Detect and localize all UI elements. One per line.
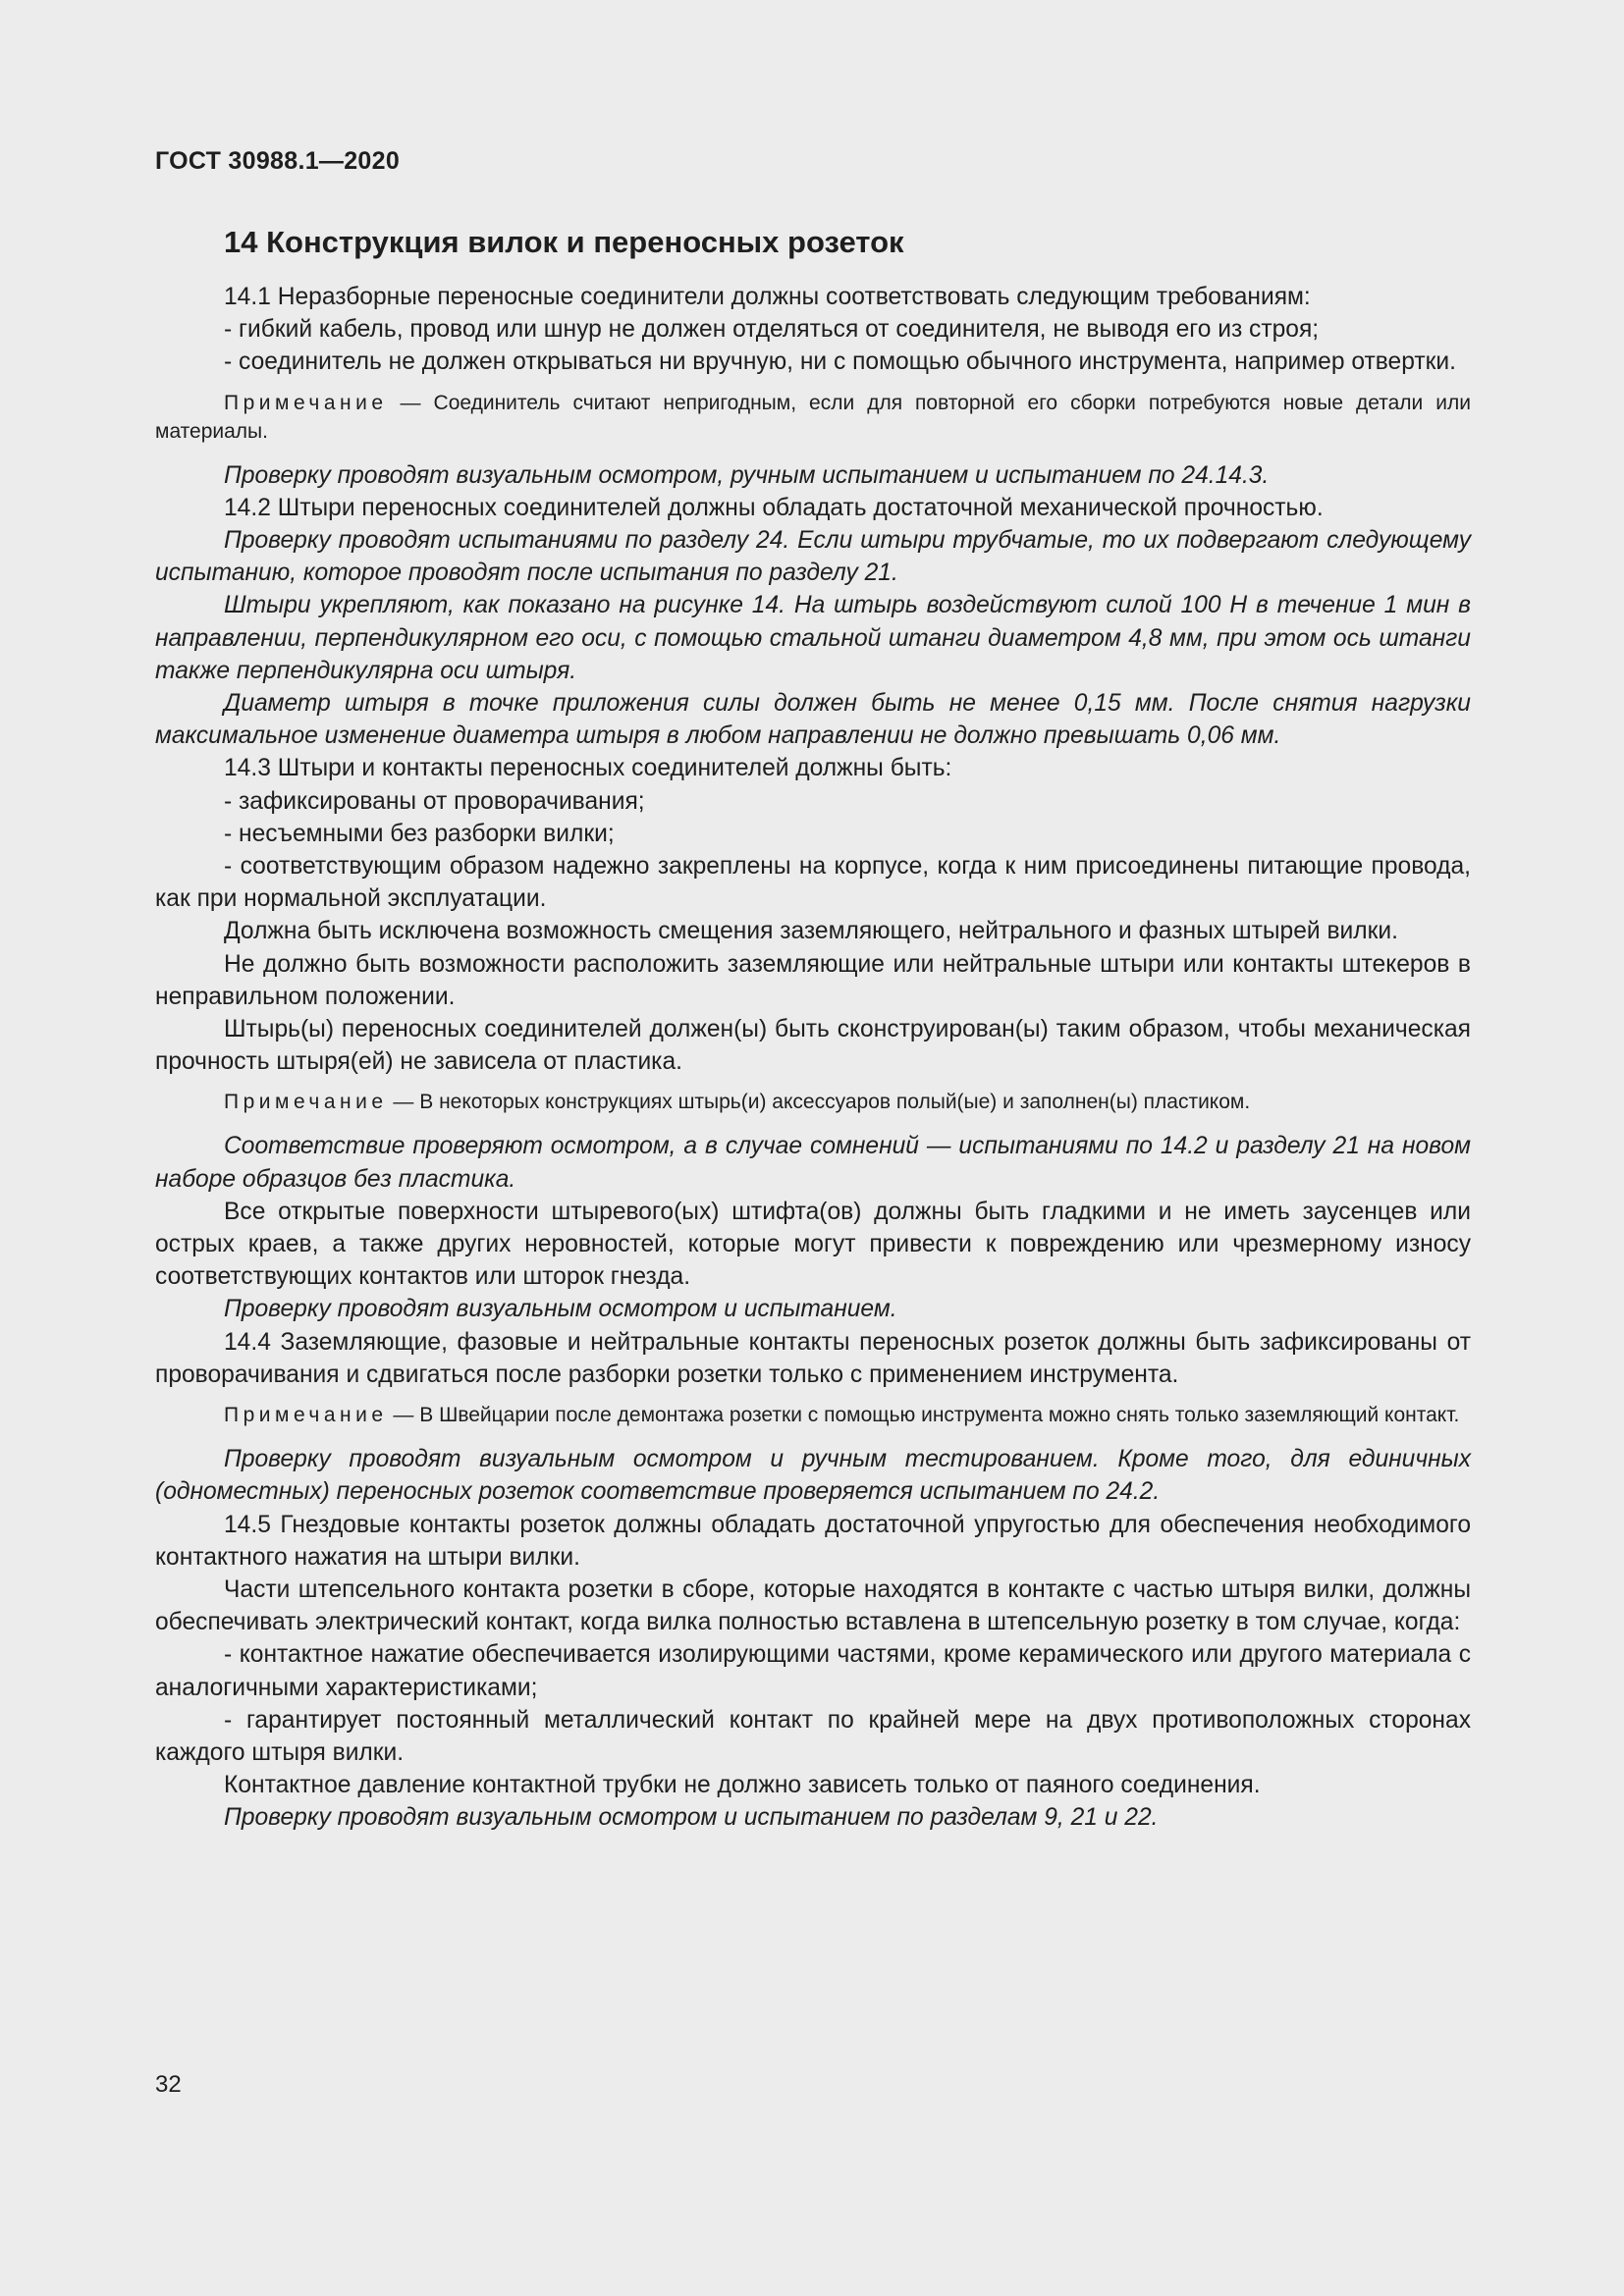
- paragraph-14-2: 14.2 Штыри переносных соединителей должны обладать достаточной механической прочностью.: [224, 494, 1324, 521]
- list-item: - зафиксированы от проворачивания;: [224, 787, 645, 815]
- verification-text: Проверку проводят визуальным осмотром, ручным испытанием и испытанием по 24.14.3.: [224, 461, 1270, 489]
- list-item: - контактное нажатие обеспечивается изолирующими частями, кроме керамического или другого материала с аналогичными характеристиками;: [155, 1641, 1471, 1701]
- verification-text: Проверку проводят испытаниями по разделу 24. Если штыри трубчатые, то их подвергают следующему испытанию, которое проводят после испытания по разделу 21.: [155, 527, 1471, 587]
- paragraph-14-1: 14.1 Неразборные переносные соединители должны соответствовать следующим требованиям:: [224, 284, 1311, 310]
- paragraph: Не должно быть возможности расположить заземляющие или нейтральные штыри или контакты штекеров в неправильном положении.: [155, 950, 1471, 1010]
- paragraph: Части штепсельного контакта розетки в сборе, которые находятся в контакте с частью штыря вилки, должны обеспечивать электрический контакт, когда вилка полностью вставлена в штепсельную розетку в том случае, когда:: [155, 1575, 1471, 1636]
- note-text: — В Швейцарии после демонтажа розетки с помощью инструмента можно снять только заземляющий контакт.: [387, 1404, 1460, 1427]
- note-text: — В некоторых конструкциях штырь(и) аксессуаров полый(ые) и заполнен(ы) пластиком.: [387, 1091, 1251, 1114]
- paragraph: Должна быть исключена возможность смещения заземляющего, нейтрального и фазных штырей вилки.: [224, 918, 1398, 945]
- test-description: Штыри укрепляют, как показано на рисунке 14. На штырь воздействуют силой 100 Н в течение 1 мин в направлении, перпендикулярном его оси, с помощью стальной штанги диаметром 4,8 мм, при этом ось штанги также перпендикулярна оси штыря.: [155, 592, 1471, 684]
- page-body: [155, 224, 1471, 1835]
- note: [155, 389, 1471, 446]
- note-label: Примечание: [224, 1091, 388, 1114]
- paragraph-14-5: 14.5 Гнездовые контакты розеток должны обладать достаточной упругостью для обеспечения необходимого контактного нажатия на штыри вилки.: [155, 1511, 1471, 1571]
- document-code: ГОСТ 30988.1—2020: [155, 147, 401, 175]
- list-item: - гарантирует постоянный металлический контакт по крайней мере на двух противоположных сторонах каждого штыря вилки.: [155, 1706, 1471, 1766]
- paragraph: Контактное давление контактной трубки не должно зависеть только от паяного соединения.: [224, 1772, 1261, 1799]
- note-label: Примечание: [224, 391, 388, 414]
- paragraph: Штырь(ы) переносных соединителей должен(ы) быть сконструирован(ы) таким образом, чтобы механическая прочность штыря(ей) не зависела от пластика.: [155, 1016, 1471, 1076]
- verification-text: Соответствие проверяют осмотром, а в случае сомнений — испытаниями по 14.2 и разделу 21 на новом наборе образцов без пластика.: [155, 1133, 1471, 1193]
- paragraph-14-4: 14.4 Заземляющие, фазовые и нейтральные контакты переносных розеток должны быть зафиксированы от проворачивания и сдвигаться после разборки розетки только с применением инструмента.: [155, 1328, 1471, 1388]
- paragraph-14-3: 14.3 Штыри и контакты переносных соединителей должны быть:: [224, 755, 952, 782]
- list-item: - соответствующим образом надежно закреплены на корпусе, когда к ним присоединены питающие провода, как при нормальной эксплуатации.: [155, 853, 1471, 913]
- list-item: - несъемными без разборки вилки;: [224, 820, 615, 847]
- section-title: 14 Конструкция вилок и переносных розеток: [224, 225, 904, 259]
- paragraph: Все открытые поверхности штыревого(ых) штифта(ов) должны быть гладкими и не иметь заусенцев или острых краев, а также других неровностей, которые могут привести к повреждению или чрезмерному износу соответствующих контактов или шторок гнезда.: [155, 1198, 1471, 1291]
- list-item: - соединитель не должен открываться ни вручную, ни с помощью обычного инструмента, например отвертки.: [224, 348, 1456, 376]
- verification-text: Проверку проводят визуальным осмотром и ручным тестированием. Кроме того, для единичных (одноместных) переносных розеток соответствие проверяется испытанием по 24.2.: [155, 1446, 1471, 1506]
- list-item: - гибкий кабель, провод или шнур не должен отделяться от соединителя, не выводя его из строя;: [224, 316, 1320, 344]
- note-label: Примечание: [224, 1404, 388, 1427]
- note: [155, 1401, 1471, 1429]
- page-number: 32: [155, 2071, 182, 2098]
- test-description: Диаметр штыря в точке приложения силы должен быть не менее 0,15 мм. После снятия нагрузки максимальное изменение диаметра штыря в любом направлении не должно превышать 0,06 мм.: [155, 690, 1471, 750]
- verification-text: Проверку проводят визуальным осмотром и испытанием по разделам 9, 21 и 22.: [224, 1804, 1159, 1832]
- note: [155, 1088, 1471, 1116]
- verification-text: Проверку проводят визуальным осмотром и испытанием.: [224, 1296, 897, 1323]
- note-text: — Соединитель считают непригодным, если для повторной его сборки потребуются новые детали или материалы.: [155, 391, 1471, 443]
